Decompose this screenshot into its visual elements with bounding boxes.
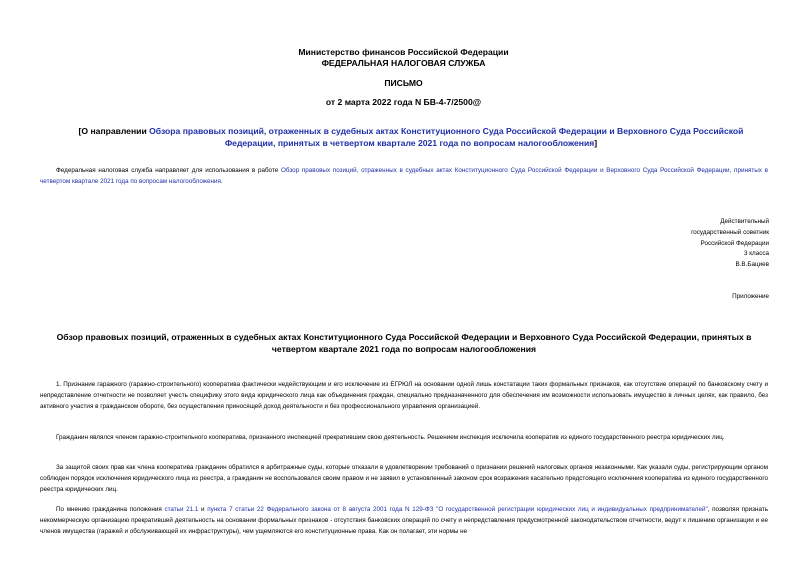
paragraph-1 xyxy=(40,380,768,412)
ministry-name: Министерство финансов Российской Федерации xyxy=(298,47,509,57)
paragraph-4 xyxy=(40,505,768,537)
paragraph-4-and: и xyxy=(198,506,208,513)
subject-link[interactable]: Обзора правовых позиций, отраженных в судебных актах Конституционного Суда Российской Федерации и Верховного Суда Российской Федерации, принятых в четвертом квартале 2021 года по вопросам налогообложения xyxy=(149,126,744,148)
intro-paragraph xyxy=(40,166,768,188)
intro-link[interactable]: Обзор правовых позиций, отраженных в судебных актах Конституционного Суда Российской Федерации и Верховного Суда Российской Федерации, принятых в четвертом квартале 2021 года по вопросам налогообложения xyxy=(40,167,768,185)
appendix-label: Приложение xyxy=(732,293,769,300)
intro-end: . xyxy=(220,177,223,185)
intro-text: Федеральная налоговая служба направляет для использования в работе xyxy=(56,167,281,174)
document-type: ПИСЬМО xyxy=(384,78,423,88)
document-subject xyxy=(55,126,767,149)
service-name: ФЕДЕРАЛЬНАЯ НАЛОГОВАЯ СЛУЖБА xyxy=(321,58,486,68)
paragraph-2 xyxy=(40,433,768,444)
document-header xyxy=(0,47,807,69)
paragraph-2-text: Гражданин являлся членом гаражно-строительного кооператива, признанного инспекцией прекратившим свою деятельность. Решением инспекция исключила кооператив из единого государственного реестра юридических лиц. xyxy=(56,434,725,441)
signature-line: Действительный xyxy=(720,218,769,225)
article-21-1-link[interactable]: статьи 21.1 xyxy=(164,506,199,513)
subject-open: [О направлении xyxy=(78,126,150,136)
subject-close: ] xyxy=(594,137,598,148)
paragraph-3-text: За защитой своих прав как члена кооператива гражданин обратился в арбитражные суды, которые отказали в удовлетворении требований о признании решений налоговых органов незаконными. Как указали суды, регистрирующим органом соблюден порядок исключения юридического лица из реестра, а гражданин не воспользовался своим правом и не заявил в установленный законом срок возражения касательно предстоящего исключения кооператива из единого государственного реестра юридических лиц. xyxy=(40,464,768,493)
signature-line: Российской Федерации xyxy=(700,239,769,247)
paragraph-4-end: , позволяя признать некоммерческую организацию прекратившей деятельность на основании формальных признаков - отсутствия банковских операций по счету и непредставления предусмотренной законодательством отчетности, ведут к лишению организации и ее членов имущества (гаражей и обслуживающей их инфраструктуры), чем ущемляются его конституционные права. Как он полагает, эти нормы не xyxy=(40,506,768,535)
paragraph-3 xyxy=(40,463,768,495)
signature-line: государственный советник xyxy=(691,228,769,236)
paragraph-4-start: По мнению гражданина положения xyxy=(56,506,165,513)
document-date-number: от 2 марта 2022 года N БВ-4-7/2500@ xyxy=(325,97,482,107)
law-129-fz-link[interactable]: пункта 7 статьи 22 Федерального закона от 8 августа 2001 года N 129-ФЗ "О государственной регистрации юридических лиц и индивидуальных предпринимателей" xyxy=(207,506,708,513)
paragraph-1-text: 1. Признание гаражного (гаражно-строительного) кооператива фактически недействующим и его исключение из ЕГРЮЛ на основании одной лишь констатации таких формальных признаков, как отсутствие операций по банковскому счету и непредставление отчетности не позволяет учесть специфику этого вида юридического лица как объединения граждан, специально предназначенного для обеспечения им возможности использовать имущество в личных целях, как правило, без активного участия в гражданском обороте, без осуществления приносящей доход деятельности и без профессионального управления организацией. xyxy=(40,381,768,410)
review-title: Обзор правовых позиций, отраженных в судебных актах Конституционного Суда Российской Федерации и Верховного Суда Российской Федерации, принятых в четвертом квартале 2021 года по вопросам налогообложения xyxy=(56,332,752,354)
signature-name: В.В.Бациев xyxy=(735,261,769,269)
signature-block xyxy=(691,217,769,271)
signature-line: 3 класса xyxy=(743,250,769,258)
